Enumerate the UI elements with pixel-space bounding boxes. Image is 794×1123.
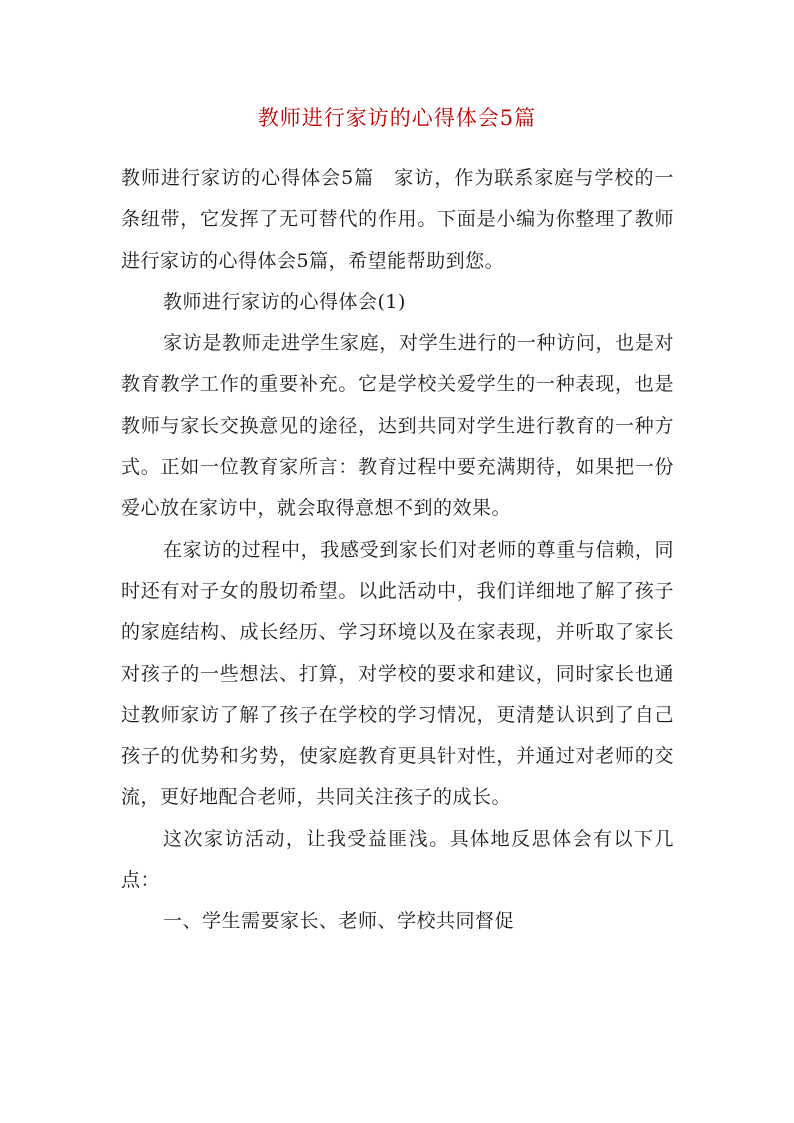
body-paragraph: 在家访的过程中，我感受到家长们对老师的尊重与信赖，同时还有对子女的殷切希望。以此活动中，我们详细地了解了孩子的家庭结构、成长经历、学习环境以及在家表现，并听取了家长对孩子的一些想法、打算，对学校的要求和建议，同时家长也通过教师家访了解了孩子在学校的学习情况，更清楚认识到了自己孩子的优势和劣势，使家庭教育更具针对性，并通过对老师的交流，更好地配合老师，共同关注孩子的成长。 [121,538,674,809]
point-heading: 一、学生需要家长、老师、学校共同督促 [163,910,515,933]
document-body [121,158,674,943]
intro-paragraph: 教师进行家访的心得体会5篇 家访，作为联系家庭与学校的一条纽带，它发挥了无可替代的作用。下面是小编为你整理了教师进行家访的心得体会5篇，希望能帮助到您。 [121,167,674,272]
section-heading: 教师进行家访的心得体会(1) [163,290,406,313]
document-title: 教师进行家访的心得体会5篇 [257,106,537,130]
body-paragraph: 家访是教师走进学生家庭，对学生进行的一种访问，也是对教育教学工作的重要补充。它是学校关爱学生的一种表现，也是教师与家长交换意见的途径，达到共同对学生进行教育的一种方式。正如一位教育家所言：教育过程中要充满期待，如果把一份爱心放在家访中，就会取得意想不到的效果。 [121,332,674,520]
body-paragraph: 这次家访活动，让我受益匪浅。具体地反思体会有以下几点： [121,827,674,892]
